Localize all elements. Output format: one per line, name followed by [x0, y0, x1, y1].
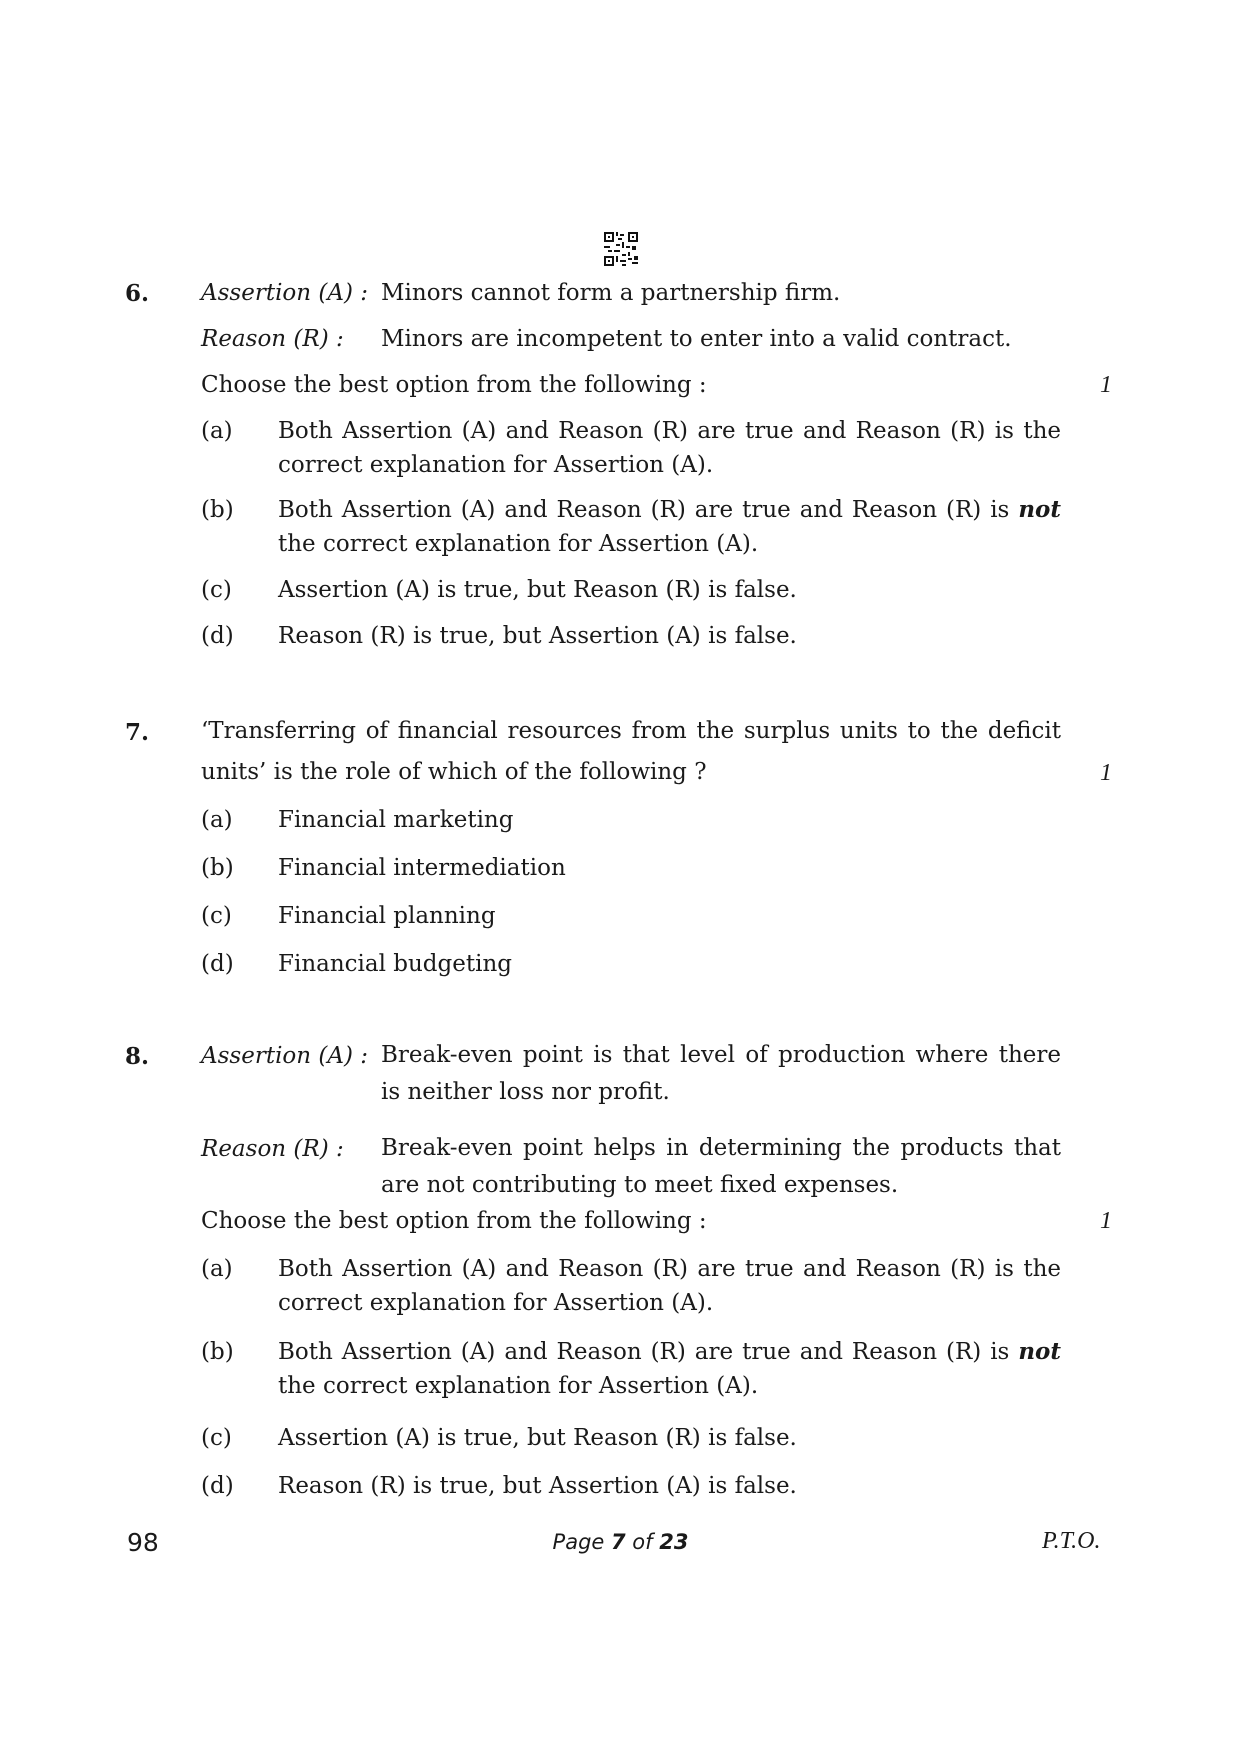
page-prefix: Page: [552, 1530, 611, 1554]
page-total: 23: [659, 1530, 689, 1554]
q8-option-b-text: [278, 1335, 1061, 1403]
q6-option-d-label: (d): [201, 623, 234, 649]
q8-option-a-text: Both Assertion (A) and Reason (R) are true and Reason (R) is the correct explanation for Assertion (A).: [278, 1256, 1061, 1316]
q7-option-c-text: Financial planning: [278, 903, 496, 929]
q8-option-b-text-after: the correct explanation for Assertion (A).: [278, 1373, 759, 1399]
q6-option-b-text: [278, 493, 1061, 561]
q6-option-a-label: (a): [201, 418, 233, 444]
q6-option-b-text-before: Both Assertion (A) and Reason (R) are true and Reason (R) is: [278, 497, 1019, 523]
q6-option-c-label: (c): [201, 577, 232, 603]
q7-marks: 1: [1100, 760, 1112, 786]
q6-reason-text: Minors are incompetent to enter into a valid contract.: [381, 326, 1012, 352]
q8-reason-label: Reason (R) :: [201, 1136, 344, 1162]
q7-option-d-text: Financial budgeting: [278, 951, 512, 977]
q6-option-a-text: Both Assertion (A) and Reason (R) are true and Reason (R) is the correct explanation for Assertion (A).: [278, 418, 1061, 478]
q8-option-b-label: (b): [201, 1339, 234, 1365]
q8-option-c-label: (c): [201, 1425, 232, 1451]
q7-option-b-label: (b): [201, 855, 234, 881]
q7-option-b-text: Financial intermediation: [278, 855, 566, 881]
q7-option-a-label: (a): [201, 807, 233, 833]
q6-option-c-text: Assertion (A) is true, but Reason (R) is false.: [278, 577, 797, 603]
q8-option-a-label: (a): [201, 1256, 233, 1282]
question-8-number: 8.: [125, 1043, 150, 1070]
page-of: of: [625, 1530, 660, 1554]
q6-assertion-label: Assertion (A) :: [201, 280, 369, 306]
q8-option-c-text: Assertion (A) is true, but Reason (R) is false.: [278, 1425, 797, 1451]
q8-reason-text: Break-even point helps in determining the products that are not contributing to meet fixed expenses.: [381, 1135, 1061, 1198]
q8-option-b-emphasis: not: [1018, 1338, 1061, 1365]
q8-option-d-text: Reason (R) is true, but Assertion (A) is false.: [278, 1473, 797, 1499]
question-6-number: 6.: [125, 280, 150, 307]
q8-assertion-label: Assertion (A) :: [201, 1043, 369, 1069]
q6-reason-label: Reason (R) :: [201, 326, 344, 352]
q6-option-b-text-after: the correct explanation for Assertion (A).: [278, 531, 759, 557]
q7-text: ‘Transferring of financial resources from the surplus units to the deficit units’ is the role of which of the following ?: [201, 718, 1061, 785]
q6-prompt: Choose the best option from the following :: [201, 372, 707, 398]
q8-prompt: Choose the best option from the following :: [201, 1208, 707, 1234]
q6-option-b-emphasis: not: [1018, 496, 1061, 523]
q8-marks: 1: [1100, 1208, 1112, 1234]
q7-option-a-text: Financial marketing: [278, 807, 514, 833]
qr-code-icon: [604, 232, 638, 266]
q8-option-d-label: (d): [201, 1473, 234, 1499]
q8-option-b-text-before: Both Assertion (A) and Reason (R) are true and Reason (R) is: [278, 1339, 1019, 1365]
pto-label: P.T.O.: [1042, 1528, 1101, 1554]
page-current: 7: [611, 1530, 626, 1554]
q6-assertion-text: Minors cannot form a partnership firm.: [381, 280, 841, 306]
q6-marks: 1: [1100, 372, 1112, 398]
paper-code: 98: [127, 1528, 159, 1557]
q7-option-c-label: (c): [201, 903, 232, 929]
q7-option-d-label: (d): [201, 951, 234, 977]
q6-option-d-text: Reason (R) is true, but Assertion (A) is false.: [278, 623, 797, 649]
q6-option-b-label: (b): [201, 497, 234, 523]
question-7-number: 7.: [125, 719, 150, 746]
q8-assertion-text: Break-even point is that level of production where there is neither loss nor profit.: [381, 1042, 1061, 1105]
